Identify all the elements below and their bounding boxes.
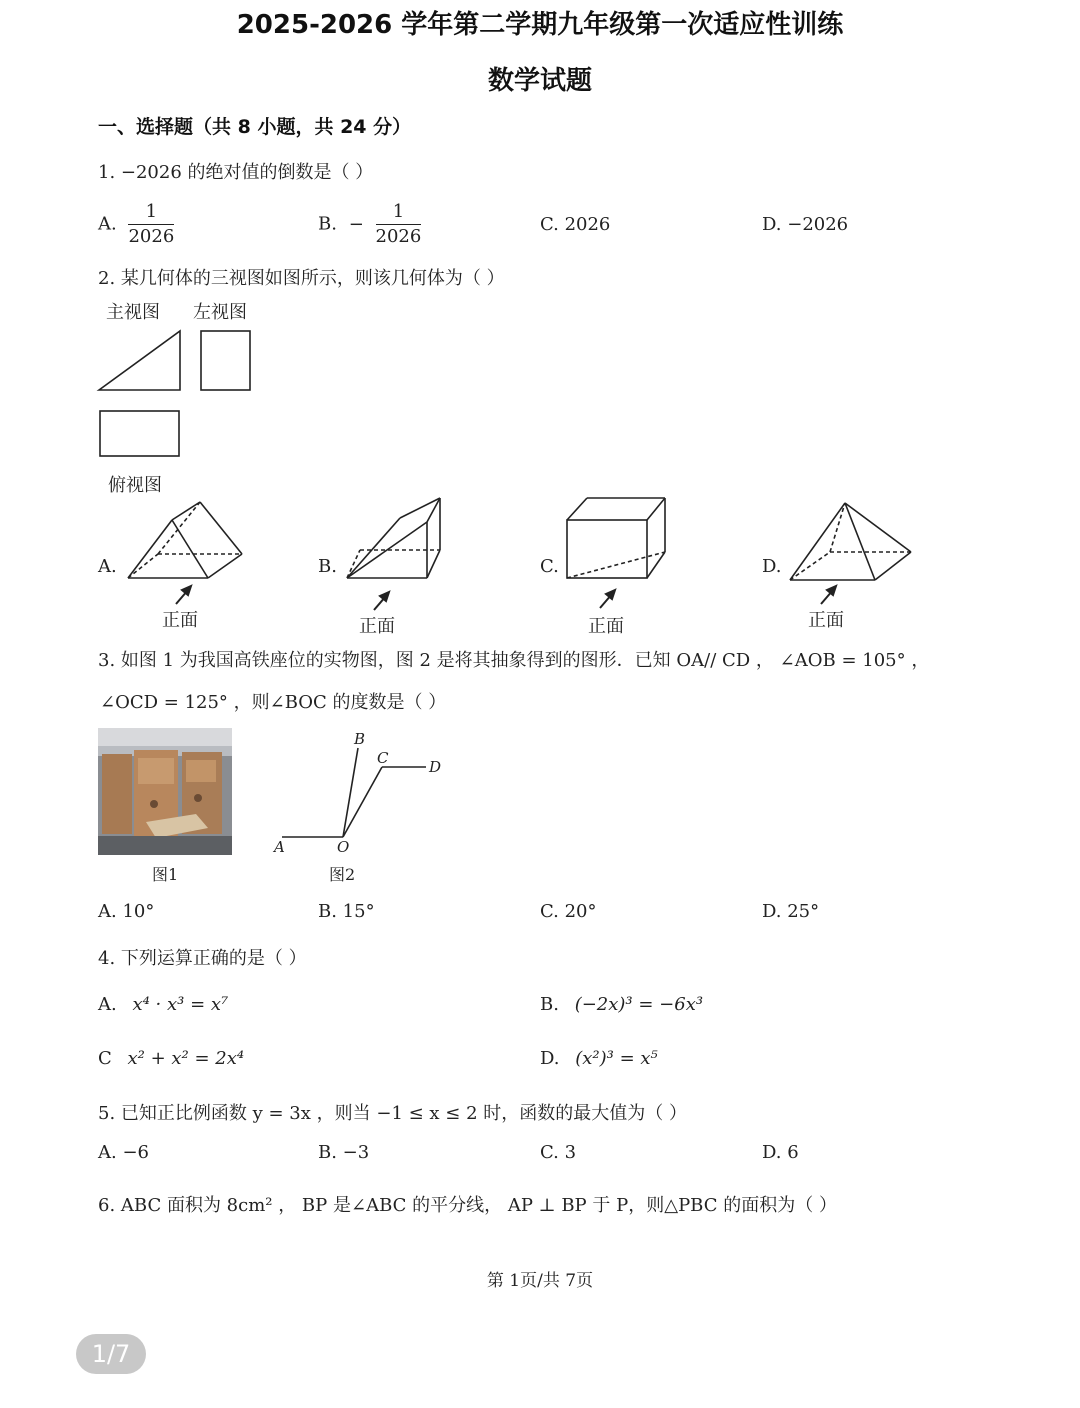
q4-option-d-label: D. <box>540 1048 560 1069</box>
q4-option-d <box>540 1048 658 1069</box>
q4-option-a <box>98 994 228 1015</box>
q1-b-denominator: 2026 <box>375 226 422 247</box>
question-5-stem: 5. 已知正比例函数 y = 3x ，则当 −1 ≤ x ≤ 2 时，函数的最大值为（ ） <box>98 1103 687 1124</box>
q2-option-c-label: C. <box>540 556 559 577</box>
q3-option-a: A. 10° <box>98 901 155 922</box>
q5-option-d: D. 6 <box>762 1142 799 1163</box>
q2-option-d-label: D. <box>762 556 782 577</box>
question-3-stem-line2: ∠OCD = 125° ，则∠BOC 的度数是（ ） <box>100 692 447 713</box>
q4-option-c-expr: x² + x² = 2x⁴ <box>127 1048 245 1069</box>
subject-title: 数学试题 <box>487 66 592 96</box>
question-6-stem: 6. ABC 面积为 8cm² ， BP 是∠ABC 的平分线， AP ⊥ BP 于 P，则△PBC 的面积为（ ） <box>98 1195 837 1216</box>
q1-b-numerator: 1 <box>376 200 422 225</box>
q2-option-a-label: A. <box>98 556 117 577</box>
q1-a-denominator: 2026 <box>128 226 175 247</box>
left-view-label: 左视图 <box>193 302 247 323</box>
point-b-label: B <box>354 730 366 748</box>
point-c-label: C <box>377 749 389 767</box>
q1-option-d: D. −2026 <box>762 214 849 235</box>
q3-option-d: D. 25° <box>762 901 820 922</box>
q4-option-a-label: A. <box>98 994 117 1015</box>
front-view-label: 主视图 <box>106 302 160 323</box>
top-view-label: 俯视图 <box>108 475 162 496</box>
q4-option-c-label: C <box>98 1048 112 1069</box>
q1-option-b-label: B. <box>318 213 337 235</box>
q3-option-c: C. 20° <box>540 901 597 922</box>
point-o-label: O <box>337 838 350 856</box>
q4-option-a-expr: x⁴ · x³ = x⁷ <box>132 994 229 1015</box>
section-heading: 一、选择题（共 8 小题，共 24 分） <box>98 116 412 138</box>
q1-option-a-label: A. <box>98 213 117 235</box>
front-label-d: 正面 <box>808 610 844 631</box>
q4-option-b-label: B. <box>540 994 559 1015</box>
front-label-c: 正面 <box>588 616 624 637</box>
q4-option-c <box>98 1048 244 1069</box>
q4-option-b <box>540 994 703 1015</box>
fig2-caption: 图2 <box>329 865 356 884</box>
fig1-caption: 图1 <box>152 865 179 884</box>
q2-option-b-label: B. <box>318 556 337 577</box>
q1-option-c: C. 2026 <box>540 214 611 235</box>
q3-option-b: B. 15° <box>318 901 375 922</box>
q1-a-numerator: 1 <box>128 200 174 225</box>
page-footer: 第 1页/共 7页 <box>486 1271 594 1291</box>
q1-option-b-sign: − <box>348 214 364 235</box>
front-label-b: 正面 <box>359 616 395 637</box>
q4-option-d-expr: (x²)³ = x⁵ <box>575 1048 658 1069</box>
point-a-label: A <box>274 838 285 856</box>
q5-option-b: B. −3 <box>318 1142 370 1163</box>
q4-option-b-expr: (−2x)³ = −6x³ <box>574 994 704 1015</box>
q5-option-c: C. 3 <box>540 1142 577 1163</box>
question-1-stem: 1. −2026 的绝对值的倒数是（ ） <box>98 162 374 183</box>
point-d-label: D <box>429 758 442 776</box>
question-3-stem-line1: 3. 如图 1 为我国高铁座位的实物图，图 2 是将其抽象得到的图形．已知 OA// CD ， ∠AOB = 105° ， <box>98 650 930 671</box>
front-label-a: 正面 <box>162 610 198 631</box>
exam-title: 2025-2026 学年第二学期九年级第一次适应性训练 <box>236 10 844 40</box>
page-indicator[interactable]: 1/7 <box>76 1334 146 1374</box>
question-2-stem: 2. 某几何体的三视图如图所示，则该几何体为（ ） <box>98 268 505 289</box>
q5-option-a: A. −6 <box>98 1142 149 1163</box>
question-4-stem: 4. 下列运算正确的是（ ） <box>98 948 307 969</box>
